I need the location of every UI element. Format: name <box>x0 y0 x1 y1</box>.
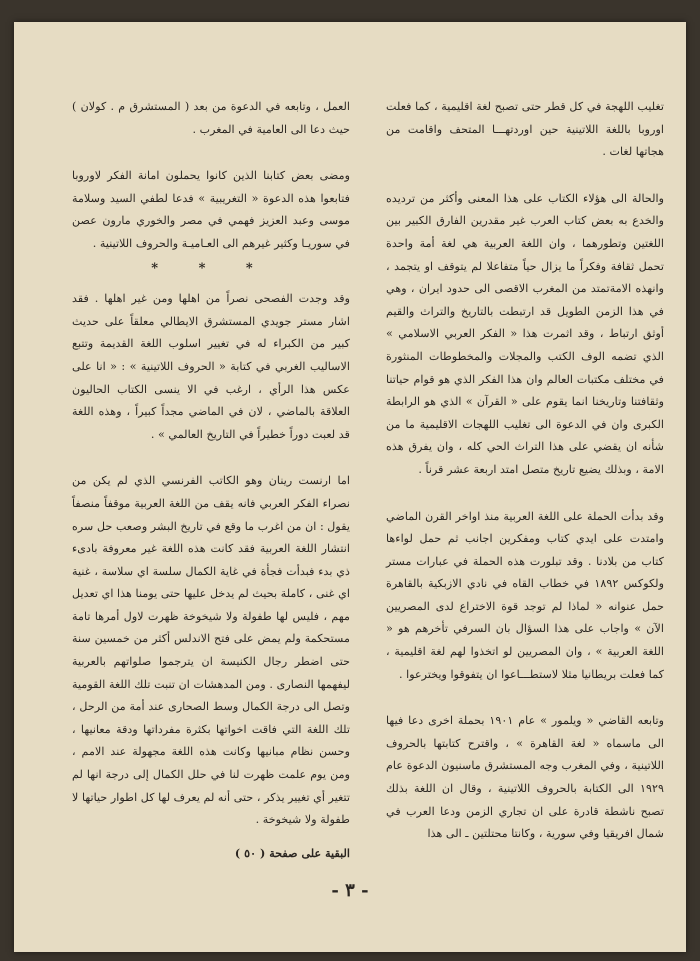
page-number: - ٣ - <box>331 880 369 901</box>
paragraph: وتابعه القاضي « ويلمور » عام ١٩٠١ بحملة اخرى دعا فيها الى ماسماه « لغة القاهرة » ، واقترح كتابتها بالحروف اللاتينية ، وفي المغرب وجه المستشرق ماسنيون الدعوة عام ١٩٢٩ الى الكتابة بالحروف اللاتينية ، وقال ان اللغة بذلك تصبح ناشطة قادرة على ان تجاري الزمن ودعا العرب في شمال افريقيا وفي سورية ، وكانتا محتلتين ـ الى هذا <box>386 714 665 841</box>
paragraph: والحالة الى هؤلاء الكتاب على هذا المعنى وأكثر من ترديده والخدع به بعض كتاب العرب غير مقدرين الفارق الكبير بين اللغتين وتطورهما ، وان اللغة العربية هي لغة أمة واحدة تحمل ثقافة وفكراً ما يزال حياً متفاعلا لم يتوقف او يتجمد ، وانهذه الامةتمتد من المغرب الاقصى الى حدود ايران ، وهي في هذا الزمن الطويل قد ارتبطت بالتاريخ والتراث والقيم أوثق ارتباط ، وقد اثمرت هذا « الفكر العربي الاسلامي » الذي تضمه الوف الكتب والمجلات والمخطوطات المنثورة في مختلف مكتبات العالم وان هذا الفكر الذي هو قوام حياتنا وثقافتنا وتاريخنا انما يقوم على « القرآن » الذي هو الرابطة الكبرى وان في الدعوة الى تغليب اللهجات الاقليمية ما من شأنه ان يقضي على هذا التراث الحي كله ، وان يفرق هذه الامة ، وبذلك يضيع تاريخ متصل امتد اربعة عشر قرناً . <box>386 191 664 476</box>
paragraph: العمل ، وتابعه في الدعوة من بعد ( المستشرق م . كولان ) حيث دعا الى العامية في المغرب . <box>72 100 350 136</box>
magazine-page <box>14 22 686 952</box>
section-divider-stars: * * * <box>151 260 271 276</box>
paragraph: اما ارنست رينان وهو الكاتب الفرنسي الذي لم يكن من نصراء الفكر العربي فانه يقف من اللغة العربية موقفاً منصفاً يقول : ان من اغرب ما وقع في تاريخ البشر وصعب حل سره انتشار اللغة العربية فقد كانت هذه اللغة غير معروفة بادىء ذي بدء فبدأت فجأة في غاية الكمال سلسة اي سلاسة ، غنية اي غنى ، كاملة بحيث لم يدخل عليها حتى يومنا هذا اي تعديل مهم ، فليس لها طفولة ولا شيخوخة ظهرت لاول أمرها تامة مستحكمة ولم يمض على فتح الاندلس أكثر من خمسين سنة حتى اضطر رجال الكنيسة ان يترجموا صلواتهم بالعربية ليفهمها النصارى . ومن المدهشات ان تنبت تلك اللغة القومية وتصل الى درجة الكمال وسط الصحارى عند أمة من الرحل ، تلك اللغة التي فاقت اخواتها بكثرة مفرداتها ودقة معانيها ، وحسن نظام مبانيها وكانت هذه اللغة مجهولة عند الامم ، ومن يوم علمت ظهرت لنا في حلل الكمال إلى درجة انها لم تتغير أي تغيير يذكر ، حتى أنه لم يعرف لها كل اطوار حياتها لا طفولة ولا شيخوخة . <box>72 474 350 827</box>
left-text-column <box>72 96 350 864</box>
right-text-column <box>386 96 664 846</box>
paragraph: وقد بدأت الحملة على اللغة العربية منذ اواخر القرن الماضي وامتدت على ايدي كتاب ومفكرين اجانب ثم حمل لواءها كتاب من بلادنا . وقد تبلورت هذه الحملة في عبارات مستر ولكوكس ١٨٩٢ في خطاب القاه في نادي الازبكية بالقاهرة حمل عنوانه « لماذا لم توجد قوة الاختراع لدى المصريين الآن » واجاب على هذا السؤال بان السرفي تأخرهم هو « اللغة العربية » ، وان المصريين لو اتخذوا لهم لغة اقليمية ، كما فعلت بريطانيا مثلا لاستطـــاعوا ان يتفوقوا ويخترعوا . <box>386 509 664 681</box>
paragraph: تغليب اللهجة في كل قطر حتى تصبح لغة اقليمية ، كما فعلت اوروبا باللغة اللاتينية حين اوردتهـــا المتحف واقامت من هجاتها لغات . <box>386 100 664 159</box>
paragraph: ومضى بعض كتابنا الذين كانوا يحملون امانة الفكر لاوروبا فتابعوا هذه الدعوة « التغريبية » فدعا لطفي السيد وسلامة موسى وعبد العزيز فهمي في مصر والخوري مارون عصن في سوريـا وكثير غيرهم الى العـاميـة والحروف اللاتينية . <box>72 169 350 250</box>
continued-on-page-note: البقية على صفحة ( ٥٠ ) <box>234 845 350 860</box>
paragraph: وقد وجدت الفصحى نصراً من اهلها ومن غير اهلها . فقد اشار مستر جويدي المستشرق الايطالي معلقاً على حديث كبير من الكبراء له في تغيير اسلوب اللغة القديمة وتتبع الاساليب الغربي في كتابة « الحروف اللاتينية » : « انا على عكس هذا الرأي ، ارغب في الا ينسى الكتاب الحاليون العلاقة بالماضي ، لان في الماضي مجداً كبيراً ، وهذه اللغة قد لعبت دوراً خطيراً في التاريخ العالمي » . <box>72 292 350 441</box>
